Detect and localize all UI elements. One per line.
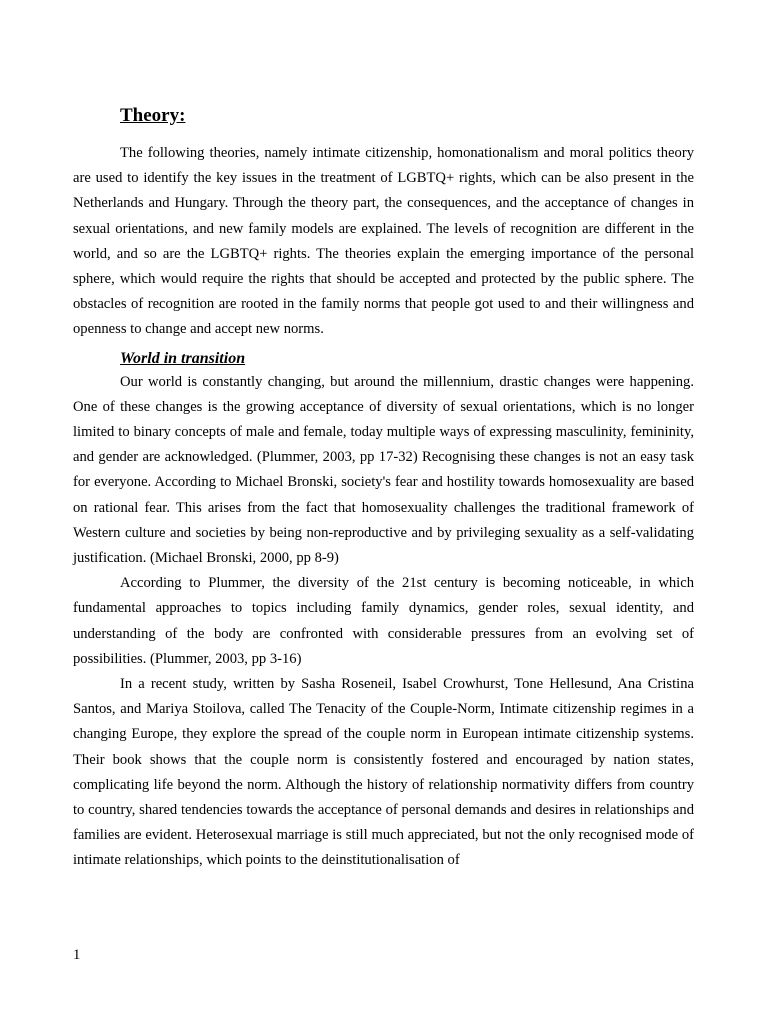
body-paragraph-2: According to Plummer, the diversity of the 21st century is becoming noticeable, in which fundamental approaches to topics including family dynamics, gender roles, sexual identity, and understanding of the body are confronted with considerable pressures from an evolving set of possibilities. (Plummer, 2003, pp 3-16) — [73, 575, 694, 667]
section-heading-theory: Theory: — [120, 105, 186, 126]
body-paragraph-1: Our world is constantly changing, but around the millennium, drastic changes were happening. One of these changes is the growing acceptance of diversity of sexual orientations, which is no longer limited to binary concepts of male and female, today multiple ways of expressing masculinity, femininity, and gender are acknowledged. (Plummer, 2003, pp 17-32) Recognising these changes is not an easy task for everyone. According to Michael Bronski, society's fear and hostility towards homosexuality are based on rational fear. This arises from the fact that homosexuality challenges the traditional framework of Western culture and societies by being non-reproductive and by privileging sexuality as a self-validating justification. (Michael Bronski, 2000, pp 8-9) — [73, 373, 694, 567]
subsection-heading: World in transition — [120, 349, 246, 367]
intro-paragraph: The following theories, namely intimate citizenship, homonationalism and moral politics theory are used to identify the key issues in the treatment of LGBTQ+ rights, which can be also present in the Netherlands and Hungary. Through the theory part, the consequences, and the acceptance of changes in sexual orientations, and new family models are explained. The levels of recognition are different in the world, and so are the LGBTQ+ rights. The theories explain the emerging importance of the personal sphere, which would require the rights that should be accepted and protected by the public sphere. The obstacles of recognition are rooted in the family norms that people got used to and their willingness and openness to change and accept new norms. — [73, 145, 694, 338]
body-paragraph-3: In a recent study, written by Sasha Roseneil, Isabel Crowhurst, Tone Hellesund, Ana Cristina Santos, and Mariya Stoilova, called The Tenacity of the Couple-Norm, Intimate citizenship regimes in a changing Europe, they explore the spread of the couple norm in European intimate citizenship systems. Their book shows that the couple norm is consistently fostered and encouraged by nation states, complicating life beyond the norm. Although the history of relationship normativity differs from country to country, shared tendencies towards the acceptance of personal demands and desires in relationships and families are evident. Heterosexual marriage is still much appreciated, but not the only recognised mode of intimate relationships, which points to the deinstitutionalisation of — [73, 676, 694, 869]
page-number: 1 — [73, 947, 81, 963]
page-content — [73, 103, 694, 874]
